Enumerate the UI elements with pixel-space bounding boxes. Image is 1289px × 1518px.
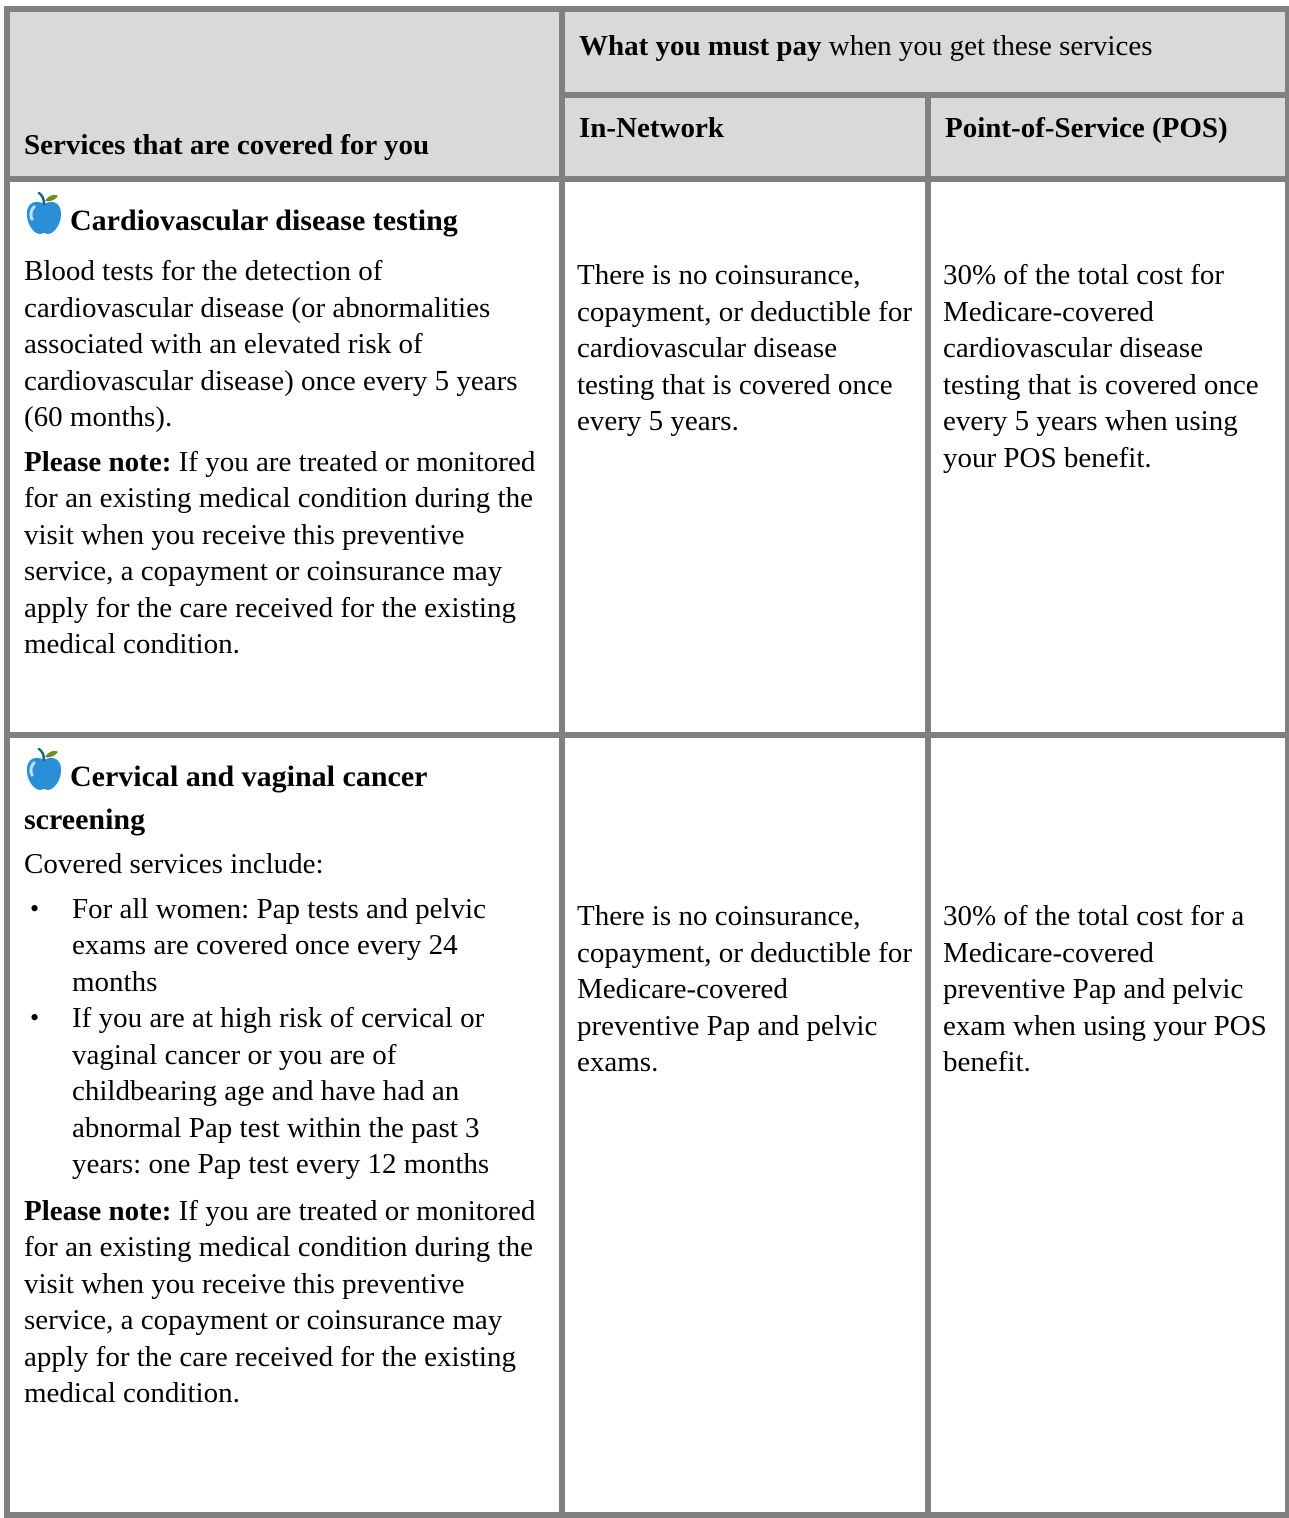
in-network-cost-text: There is no coinsurance, copayment, or deductible for Medicare-covered preventive Pap and pelvic exams.: [577, 900, 912, 1078]
service-intro: Covered services include:: [24, 848, 324, 880]
services-column-label: Services that are covered for you: [24, 129, 430, 161]
service-cell: [7, 179, 562, 735]
note-label: Please note:: [24, 445, 172, 478]
pos-cost-cell: [928, 179, 1288, 735]
service-title-text: Cervical and vaginal cancer screening: [24, 760, 427, 836]
in-network-cost-cell: [562, 735, 928, 1515]
note-label: Please note:: [24, 1194, 172, 1227]
pos-column-header: [928, 95, 1288, 179]
list-item: • If you are at high risk of cervical or vaginal cancer or you are of childbearing age and have had an abnormal Pap test within the past 3 years: one Pap test every 12 months: [72, 1000, 545, 1183]
apple-icon: [24, 748, 64, 801]
pay-header-rest: when you get these services: [821, 30, 1153, 62]
pos-label: Point-of-Service (POS): [945, 112, 1228, 144]
in-network-label: In-Network: [579, 112, 724, 144]
pos-cost-text: 30% of the total cost for a Medicare-covered preventive Pap and pelvic exam when using your POS benefit.: [943, 900, 1267, 1078]
in-network-cost-cell: [562, 179, 928, 735]
pay-header-bold: What you must pay: [579, 30, 822, 62]
service-title: [24, 192, 545, 245]
services-column-header: [7, 9, 562, 179]
in-network-cost-text: There is no coinsurance, copayment, or deductible for cardiovascular disease testing that is covered once every 5 years.: [577, 259, 912, 437]
service-note: [24, 444, 545, 663]
table-row: [7, 179, 1288, 735]
apple-icon: [24, 192, 64, 245]
list-item: • For all women: Pap tests and pelvic exams are covered once every 24 months: [72, 891, 545, 1001]
in-network-column-header: [562, 95, 928, 179]
benefits-table: [4, 6, 1289, 1518]
service-cell: [7, 735, 562, 1515]
covered-services-list: [24, 891, 545, 1183]
table-header-row: [7, 9, 1288, 95]
service-description: Blood tests for the detection of cardiovascular disease (or abnormalities associated with an elevated risk of cardiovascular disease) once every 5 years (60 months).: [24, 255, 518, 433]
service-title-text: Cardiovascular disease testing: [70, 204, 458, 237]
note-text: If you are treated or monitored for an existing medical condition during the visit when you receive this preventive service, a copayment or coinsurance may apply for the care received for the existing medical condition.: [24, 1194, 536, 1409]
service-note: [24, 1193, 545, 1412]
pos-cost-text: 30% of the total cost for Medicare-covered cardiovascular disease testing that is covered once every 5 years when using your POS benefit.: [943, 259, 1259, 474]
pos-cost-cell: [928, 735, 1288, 1515]
table-row: [7, 735, 1288, 1515]
note-text: If you are treated or monitored for an existing medical condition during the visit when you receive this preventive service, a copayment or coinsurance may apply for the care received for the existing medical condition.: [24, 445, 536, 660]
what-you-must-pay-header: [562, 9, 1288, 95]
service-title: [24, 748, 545, 838]
